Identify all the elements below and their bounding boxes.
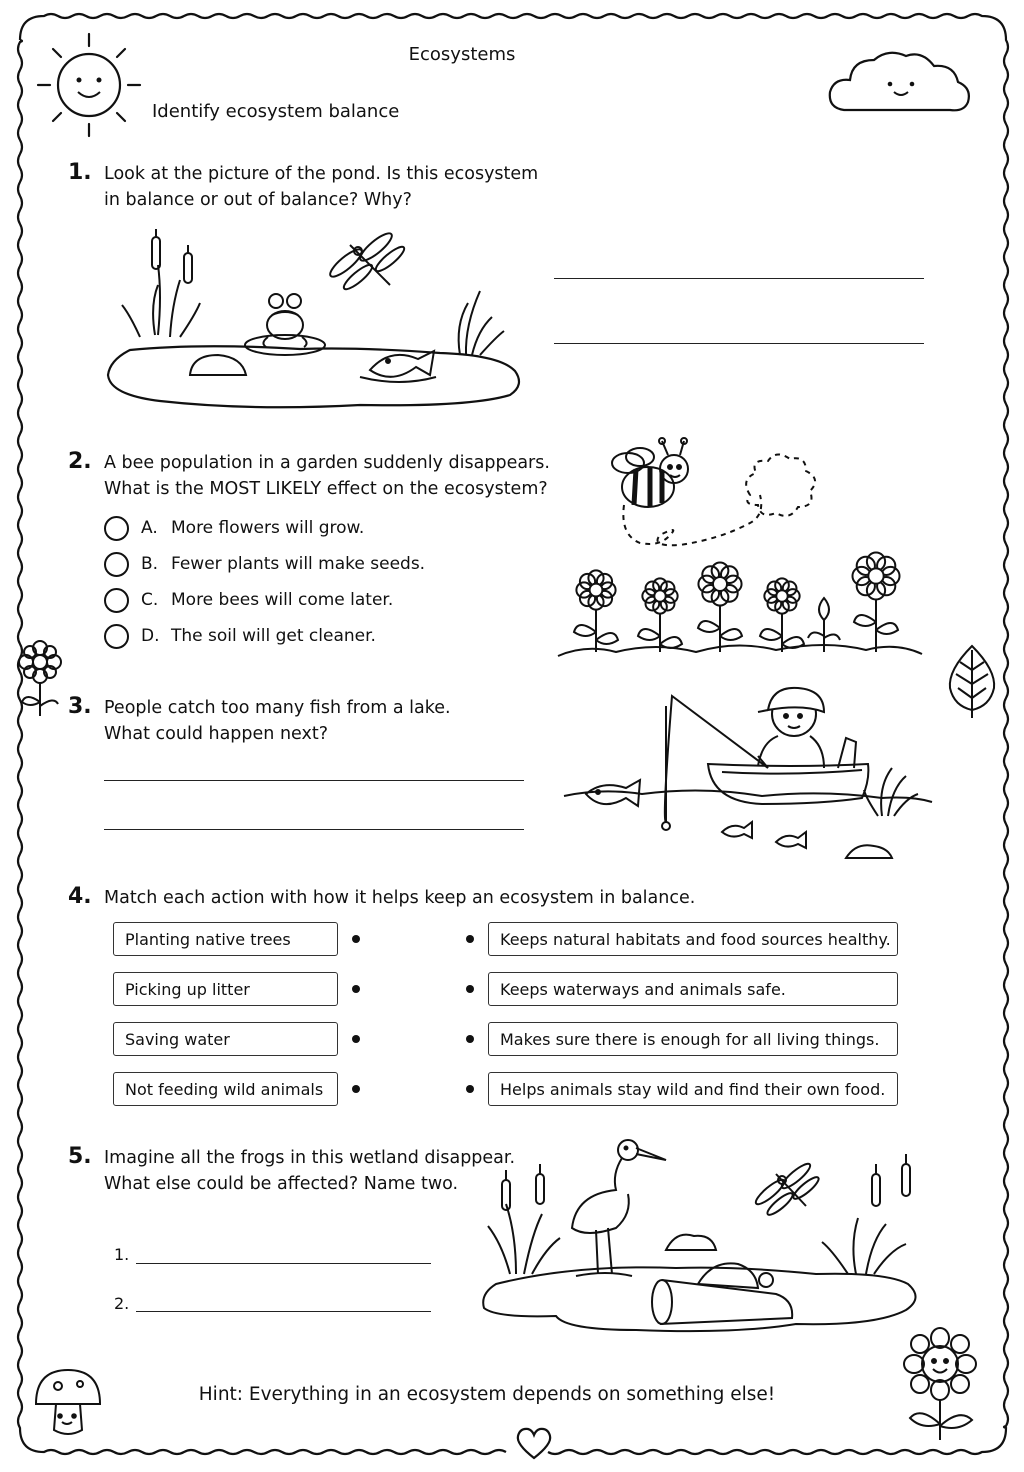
- answer-line-q3-1[interactable]: [104, 780, 524, 781]
- answer-line-q5-1[interactable]: [136, 1263, 431, 1264]
- pond-frog-illustration: [100, 225, 530, 415]
- dragonfly-icon: [327, 230, 407, 293]
- question-2-line-1: A bee population in a garden suddenly disappears.: [104, 453, 550, 473]
- flower-3: [698, 562, 742, 652]
- effect-box-3: Makes sure there is enough for all living things.: [488, 1022, 898, 1056]
- action-box-4: Not feeding wild animals: [113, 1072, 338, 1106]
- question-4-number: 4.: [68, 884, 92, 909]
- option-c[interactable]: [104, 586, 393, 614]
- question-1-line-1: Look at the picture of the pond. Is this ecosystem: [104, 164, 539, 184]
- question-3-number: 3.: [68, 694, 92, 719]
- radio-circle-c[interactable]: [104, 588, 129, 613]
- question-2-text: [104, 450, 550, 502]
- question-5-line-2: What else could be affected? Name two.: [104, 1174, 459, 1194]
- leaf-icon: [944, 640, 1004, 720]
- answer-line-q3-2[interactable]: [104, 829, 524, 830]
- question-4-text: Match each action with how it helps keep an ecosystem in balance.: [104, 888, 696, 908]
- dragonfly-icon: [753, 1161, 821, 1218]
- hint-text: Hint: Everything in an ecosystem depends on something else!: [198, 1384, 776, 1405]
- option-d-text: The soil will get cleaner.: [171, 626, 376, 646]
- flower-icon: [12, 636, 72, 720]
- heart-icon: [514, 1426, 554, 1462]
- flower-4: [760, 578, 804, 652]
- option-c-letter: C.: [141, 590, 159, 610]
- flower-1: [574, 570, 618, 652]
- blank-2-label: 2.: [114, 1294, 130, 1313]
- worksheet-title: Ecosystems: [408, 44, 516, 65]
- flower-2: [638, 578, 682, 652]
- answer-line-q5-2[interactable]: [136, 1311, 431, 1312]
- question-1-number: 1.: [68, 160, 92, 185]
- effect-dot-2[interactable]: [466, 985, 474, 993]
- action-dot-4[interactable]: [352, 1085, 360, 1093]
- radio-circle-b[interactable]: [104, 552, 129, 577]
- action-box-3: Saving water: [113, 1022, 338, 1056]
- question-5-line-1: Imagine all the frogs in this wetland disappear.: [104, 1148, 516, 1168]
- question-2-line-2: What is the MOST LIKELY effect on the ecosystem?: [104, 479, 548, 499]
- question-1-text: [104, 161, 538, 213]
- wetland-heron-illustration: [476, 1134, 936, 1344]
- effect-dot-3[interactable]: [466, 1035, 474, 1043]
- option-d[interactable]: [104, 622, 376, 650]
- effect-box-4: Helps animals stay wild and find their own food.: [488, 1072, 898, 1106]
- answer-line-q1-2[interactable]: [554, 343, 924, 344]
- option-a-letter: A.: [141, 518, 158, 538]
- question-5-number: 5.: [68, 1144, 92, 1169]
- radio-circle-d[interactable]: [104, 624, 129, 649]
- option-d-letter: D.: [141, 626, 160, 646]
- option-b[interactable]: [104, 550, 425, 578]
- action-box-1: Planting native trees: [113, 922, 338, 956]
- option-a-text: More flowers will grow.: [171, 518, 365, 538]
- effect-box-2: Keeps waterways and animals safe.: [488, 972, 898, 1006]
- effect-dot-1[interactable]: [466, 935, 474, 943]
- option-c-text: More bees will come later.: [171, 590, 394, 610]
- answer-line-q1-1[interactable]: [554, 278, 924, 279]
- flower-5: [852, 552, 899, 652]
- radio-circle-a[interactable]: [104, 516, 129, 541]
- effect-dot-4[interactable]: [466, 1085, 474, 1093]
- action-dot-3[interactable]: [352, 1035, 360, 1043]
- option-b-text: Fewer plants will make seeds.: [171, 554, 426, 574]
- blank-1-label: 1.: [114, 1245, 130, 1264]
- question-3-line-1: People catch too many fish from a lake.: [104, 698, 451, 718]
- question-3-text: [104, 695, 451, 747]
- action-dot-2[interactable]: [352, 985, 360, 993]
- option-b-letter: B.: [141, 554, 159, 574]
- question-2-number: 2.: [68, 449, 92, 474]
- flowers-illustration: [556, 540, 926, 665]
- flower-bud: [808, 598, 840, 652]
- option-a[interactable]: [104, 514, 364, 542]
- effect-box-1: Keeps natural habitats and food sources healthy.: [488, 922, 898, 956]
- question-3-line-2: What could happen next?: [104, 724, 329, 744]
- question-1-line-2: in balance or out of balance? Why?: [104, 190, 412, 210]
- fishing-boy-illustration: [562, 672, 942, 872]
- action-dot-1[interactable]: [352, 935, 360, 943]
- question-5-text: [104, 1145, 515, 1197]
- worksheet-subtitle: Identify ecosystem balance: [152, 101, 400, 122]
- action-box-2: Picking up litter: [113, 972, 338, 1006]
